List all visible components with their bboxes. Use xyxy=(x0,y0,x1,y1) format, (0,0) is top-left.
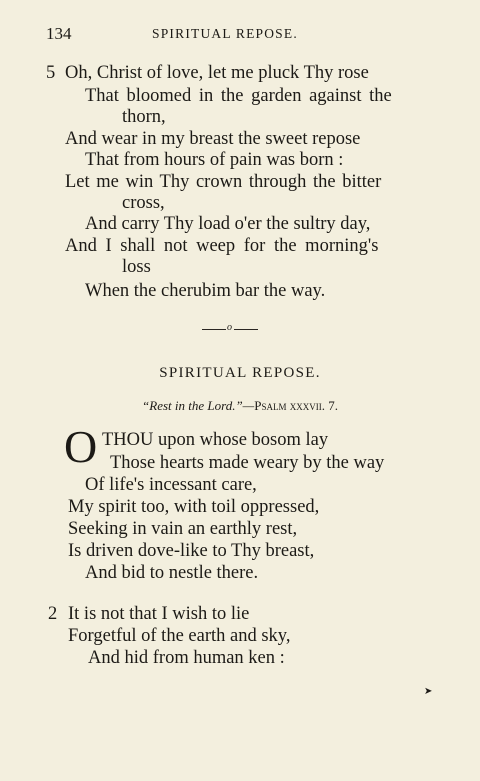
continuation-arrow-icon: ➤ xyxy=(424,686,433,697)
poem-line: When the cherubim bar the way. xyxy=(85,281,326,301)
poem-line: That bloomed in the garden against the xyxy=(85,86,392,106)
stanza-number: 2 xyxy=(48,604,58,624)
epigraph-reference: Psalm xxxvii. 7. xyxy=(254,398,338,413)
poem-line: That from hours of pain was born : xyxy=(85,150,344,170)
running-head: SPIRITUAL REPOSE. xyxy=(152,26,298,41)
poem-line: Forgetful of the earth and sky, xyxy=(68,626,291,646)
poem-line: Those hearts made weary by the way xyxy=(110,453,385,473)
divider-mark: o xyxy=(227,322,232,333)
epigraph xyxy=(0,398,480,414)
poem-line: Seeking in vain an earthly rest, xyxy=(68,519,298,539)
divider-rule-left xyxy=(202,329,226,330)
section-divider xyxy=(202,322,258,336)
page-number: 134 xyxy=(46,24,72,43)
poem-line: cross, xyxy=(122,193,165,213)
poem-line: And wear in my breast the sweet repose xyxy=(65,129,361,149)
poem-line: THOU upon whose bosom lay xyxy=(102,430,329,450)
stanza-number: 5 xyxy=(46,63,56,83)
page-header xyxy=(0,24,480,46)
poem-line: It is not that I wish to lie xyxy=(68,604,250,624)
poem-line: Oh, Christ of love, let me pluck Thy rose xyxy=(65,63,369,83)
hymn-title: SPIRITUAL REPOSE. xyxy=(159,365,321,381)
poem-line: And hid from human ken : xyxy=(88,648,285,668)
poem-line: And bid to nestle there. xyxy=(85,563,259,583)
poem-line: Let me win Thy crown through the bitter xyxy=(65,172,382,192)
poem-line: Is driven dove-like to Thy breast, xyxy=(68,541,315,561)
poem-line: thorn, xyxy=(122,107,166,127)
drop-cap: O xyxy=(64,421,98,472)
poem-line: My spirit too, with toil oppressed, xyxy=(68,497,320,517)
divider-rule-right xyxy=(234,329,258,330)
epigraph-quote: “Rest in the Lord.”— xyxy=(142,398,255,413)
poem-line: And I shall not weep for the morning's xyxy=(65,236,379,256)
poem-line: loss xyxy=(122,257,151,277)
poem-line: Of life's incessant care, xyxy=(85,475,257,495)
poem-line: And carry Thy load o'er the sultry day, xyxy=(85,214,371,234)
